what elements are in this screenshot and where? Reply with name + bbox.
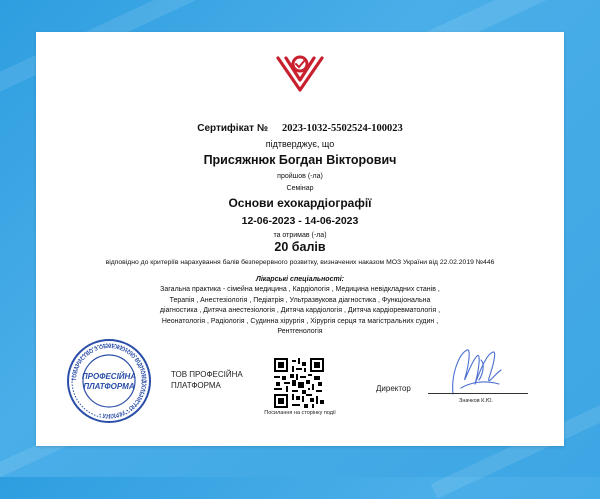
specialties-line: Неонатологія , Радіологія , Судинна хірургія , Хірургія серця та магістральних судин , bbox=[161, 317, 439, 325]
qr-caption: Посилання на сторінку події bbox=[264, 410, 336, 416]
specialties-heading: Лікарські спеціальності: bbox=[256, 276, 344, 283]
received-text: та отримав (-ла) bbox=[273, 232, 327, 239]
stamp-ring-text: ТОВАРИСТВО З ОБМЕЖЕНОЮ ВІДПОВІДАЛЬНІСТЮ • УКРАЇНА • bbox=[71, 343, 147, 419]
company-name: ТОВ ПРОФЕСІЙНА ПЛАТФОРМА bbox=[171, 370, 243, 390]
course-title: Основи ехокардіографії bbox=[228, 196, 372, 210]
confirms-text: підтверджує, що bbox=[265, 139, 335, 149]
specialties-line: Рентгенологія bbox=[277, 328, 323, 335]
points-awarded: 20 балів bbox=[274, 240, 326, 254]
event-type: Семінар bbox=[286, 185, 314, 192]
specialties-line: Терапія , Анестезіологія , Педіатрія , Ультразвукова діагностика , Функціональна bbox=[169, 296, 431, 304]
qr-code-icon[interactable] bbox=[274, 358, 324, 408]
signature-icon bbox=[441, 344, 511, 406]
passed-text: пройшов (-ла) bbox=[277, 173, 323, 180]
stamp-line1: ПРОФЕСІЙНА bbox=[81, 372, 137, 381]
signature-line bbox=[428, 393, 528, 394]
specialties-line: діагностика , Дитяча анестезіологія , Дитяча кардіологія , Дитяча кардіоревматологія , bbox=[159, 307, 441, 314]
signer-name: Значков К.Ю. bbox=[459, 398, 493, 404]
stamp-line2: ПЛАТФОРМА bbox=[83, 382, 135, 391]
certificate-number-line bbox=[36, 123, 564, 134]
logo-icon bbox=[272, 50, 328, 96]
director-label: Директор bbox=[376, 384, 411, 393]
course-dates: 12-06-2023 - 14-06-2023 bbox=[241, 215, 359, 227]
criteria-text: відповідно до критеріїв нарахування балів безперервного розвитку, визначених наказом МОЗ України від 22.02.2019 №446 bbox=[105, 259, 495, 266]
certificate-number: 2023-1032-5502524-100023 bbox=[281, 123, 403, 134]
company-stamp-icon bbox=[66, 338, 152, 424]
certificate-card bbox=[36, 32, 564, 446]
recipient-name: Присяжнюк Богдан Вікторович bbox=[203, 153, 397, 167]
certificate-title: Сертифікат № bbox=[197, 123, 268, 134]
specialties-line: Загальна практика - сімейна медицина , Кардіологія , Медицина невідкладних станів , bbox=[160, 286, 440, 293]
